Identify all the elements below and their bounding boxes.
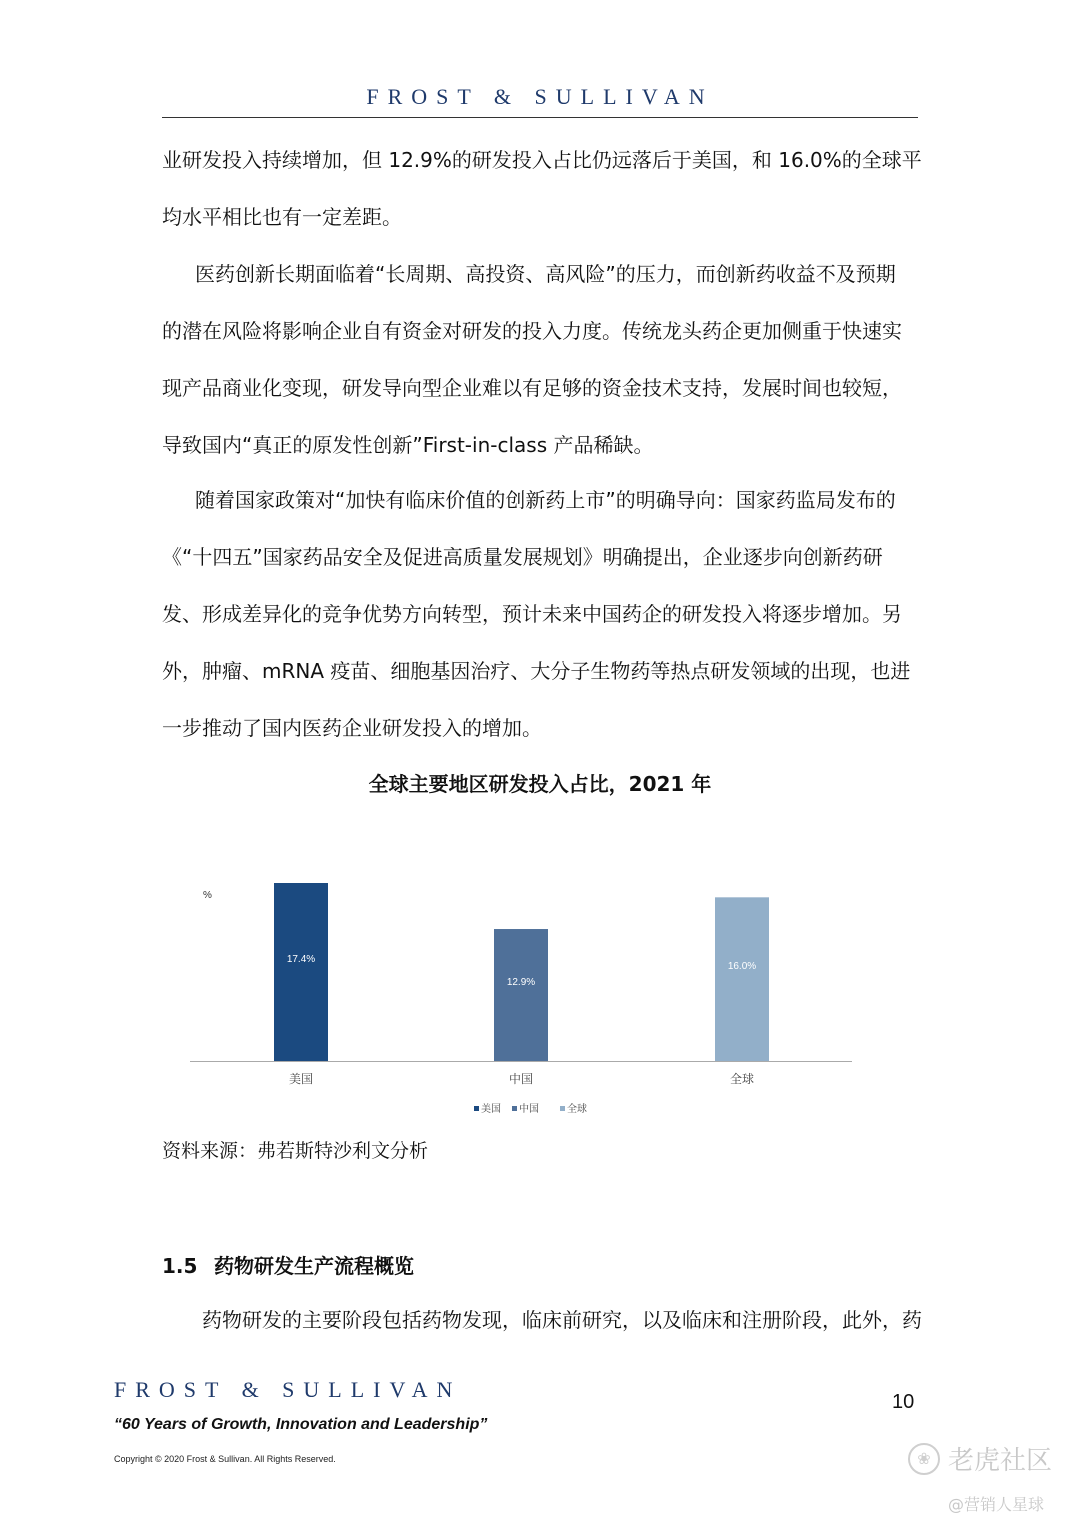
paragraph-2 bbox=[162, 246, 918, 474]
legend-label: 美国 bbox=[481, 1104, 501, 1115]
legend-swatch bbox=[512, 1106, 517, 1111]
bar bbox=[494, 929, 548, 1061]
y-axis-label: % bbox=[203, 890, 212, 901]
paragraph-line: 《“十四五”国家药品安全及促进高质量发展规划》明确提出，企业逐步向创新药研 bbox=[162, 545, 883, 569]
paragraph-line: 医药创新长期面临着“长周期、高投资、高风险”的压力，而创新药收益不及预期 bbox=[195, 262, 896, 286]
paragraph-line: 外，肿瘤、mRNA 疫苗、细胞基因治疗、大分子生物药等热点研发领域的出现，也进 bbox=[162, 659, 911, 683]
bar bbox=[274, 883, 328, 1061]
paragraph-1 bbox=[162, 132, 922, 246]
source-note: 资料来源：弗若斯特沙利文分析 bbox=[162, 1140, 429, 1162]
x-tick-label: 中国 bbox=[508, 1072, 534, 1086]
section-paragraph bbox=[162, 1292, 922, 1349]
header-logo: FROST & SULLIVAN bbox=[366, 84, 714, 109]
header-divider bbox=[162, 117, 918, 118]
section-title: 药物研发生产流程概览 bbox=[214, 1254, 414, 1278]
page-number: 10 bbox=[892, 1391, 915, 1413]
paragraph-line: 一步推动了国内医药企业研发投入的增加。 bbox=[162, 716, 542, 740]
section-number: 1.5 bbox=[162, 1254, 198, 1278]
paragraph-line: 均水平相比也有一定差距。 bbox=[162, 205, 402, 229]
copyright-notice: Copyright © 2020 Frost & Sullivan. All Rights Reserved. bbox=[114, 1454, 336, 1464]
data-label: 16.0% bbox=[727, 961, 757, 973]
paragraph-line: 业研发投入持续增加，但 12.9%的研发投入占比仍远落后于美国，和 16.0%的全球平 bbox=[162, 148, 922, 172]
x-tick-label: 美国 bbox=[288, 1072, 314, 1086]
paragraph-line: 药物研发的主要阶段包括药物发现，临床前研究，以及临床和注册阶段，此外，药 bbox=[202, 1308, 922, 1332]
paragraph-3 bbox=[162, 472, 918, 757]
paw-logo-icon: ❀ bbox=[908, 1443, 940, 1475]
footer-logo: FROST & SULLIVAN bbox=[114, 1377, 462, 1402]
paragraph-line: 现产品商业化变现，研发导向型企业难以有足够的资金技术支持，发展时间也较短， bbox=[162, 376, 902, 400]
section-heading bbox=[162, 1250, 414, 1279]
watermark-brand: 老虎社区 bbox=[948, 1446, 1053, 1476]
chart-title: 全球主要地区研发投入占比，2021 年 bbox=[368, 772, 712, 796]
paragraph-line: 的潜在风险将影响企业自有资金对研发的投入力度。传统龙头药企更加侧重于快速实 bbox=[162, 319, 902, 343]
legend-label: 中国 bbox=[519, 1104, 539, 1115]
bar-chart bbox=[150, 860, 870, 1125]
footer-slogan: “60 Years of Growth, Innovation and Leadership” bbox=[114, 1416, 488, 1433]
bar bbox=[715, 897, 769, 1061]
data-label: 17.4% bbox=[286, 954, 316, 965]
paragraph-line: 发、形成差异化的竞争优势方向转型，预计未来中国药企的研发投入将逐步增加。另 bbox=[162, 602, 902, 626]
legend-swatch bbox=[560, 1106, 565, 1111]
x-tick-label: 全球 bbox=[729, 1072, 755, 1086]
legend-label: 全球 bbox=[567, 1104, 587, 1115]
data-label: 12.9% bbox=[506, 977, 536, 989]
paragraph-line: 随着国家政策对“加快有临床价值的创新药上市”的明确导向：国家药监局发布的 bbox=[195, 488, 896, 512]
watermark bbox=[908, 1440, 1052, 1477]
legend-swatch bbox=[474, 1106, 479, 1111]
paragraph-line: 导致国内“真正的原发性创新”First-in-class 产品稀缺。 bbox=[162, 433, 654, 457]
watermark-sub: @营销人星球 bbox=[948, 1495, 1045, 1514]
